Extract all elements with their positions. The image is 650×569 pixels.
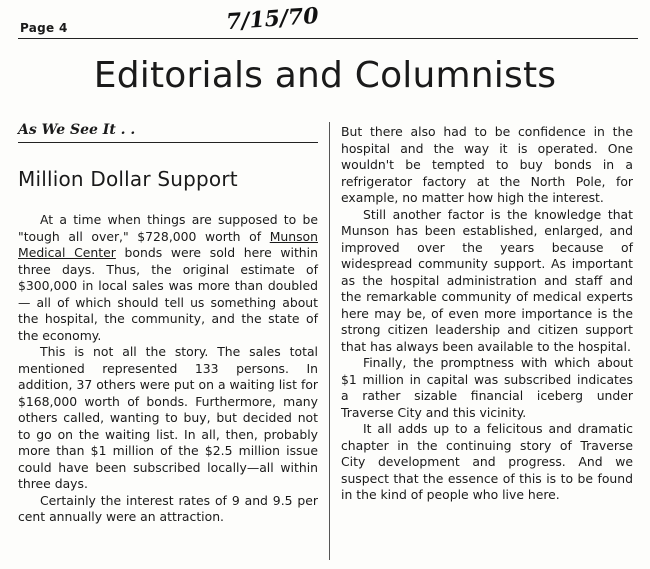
paragraph-6: Finally, the promptness with which about $1 million in capital was subscribed indicates a rather sizable financial iceberg under Traverse City and this vicinity. xyxy=(341,355,633,420)
masthead: Editorials and Columnists xyxy=(93,55,557,96)
left-body xyxy=(18,212,318,526)
paragraph-1-start: At a time when things are supposed to be "tough all over," $728,000 worth of xyxy=(18,212,318,244)
paragraph-3: Certainly the interest rates of 9 and 9.5 per cent annually were an attraction. xyxy=(18,492,318,524)
hospital-name: Munson Medical Center xyxy=(18,228,318,260)
column-rule xyxy=(329,122,330,560)
page-number: Page 4 xyxy=(20,21,68,35)
section-label: As We See It . . xyxy=(18,122,136,138)
paragraph-7: It all adds up to a felicitous and dramatic chapter in the continuing story of Traverse City development and progress. And we suspect that the essence of this is to be found in the kind of people who live here. xyxy=(341,421,633,502)
left-column xyxy=(18,122,318,526)
paragraph-5: Still another factor is the knowledge that Munson has been established, enlarged, and improved over the years because of widespread community support. As important as the hospital administration and staff and the remarkable community of medical experts here may be, of even more importance is the strong citizen leadership and citizen support that has always been available to the hospital. xyxy=(341,206,633,354)
headline: Million Dollar Support xyxy=(18,167,238,191)
paragraph-1 xyxy=(18,212,318,344)
paragraph-4: But there also had to be confidence in the hospital and the way it is operated. One wouldn't be tempted to buy bonds in a refrigerator factory at the North Pole, for example, no matter how high the interest. xyxy=(341,124,633,205)
right-column xyxy=(341,124,633,504)
section-rule xyxy=(18,142,318,143)
handwritten-date: 7/15/70 xyxy=(225,2,320,36)
paragraph-1-end: bonds were sold here within three days. Thus, the original estimate of $300,000 in local sales was more than doubled — all of which should tell us something about the hospital, the community, and the state of the economy. xyxy=(18,245,318,343)
top-rule xyxy=(18,38,638,39)
paragraph-2: This is not all the story. The sales total mentioned represented 133 persons. In addition, 37 others were put on a waiting list for $168,000 worth of bonds. Furthermore, many others called, wanting to buy, but decided not to go on the waiting list. In all, then, probably more than $1 million of the $2.5 million issue could have been subscribed locally—all within three days. xyxy=(18,344,318,491)
